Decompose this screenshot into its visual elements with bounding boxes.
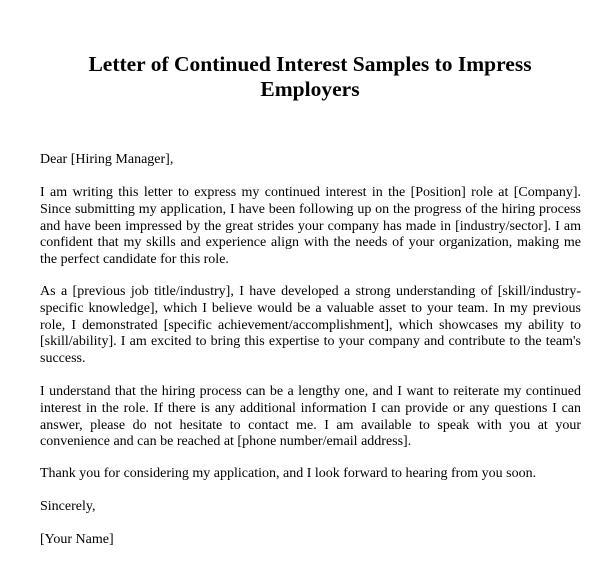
- document-title: Letter of Continued Interest Samples to Impress Employers: [88, 52, 532, 101]
- paragraph-reiterate-interest: I understand that the hiring process can be a lengthy one, and I want to reiterate my continued interest in the role. If there is any additional information I can provide or any questions I can answer, please do not hesitate to contact me. I am available to speak with you at your convenience and can be reached at [phone number/email address].: [40, 384, 581, 450]
- paragraph-thanks: Thank you for considering my application, and I look forward to hearing from you soon.: [40, 466, 537, 481]
- paragraph-experience: As a [previous job title/industry], I have developed a strong understanding of [skill/industry-specific knowledge], which I believe would be a valuable asset to your team. In my previous role, I demonstrated [specific achievement/accomplishment], which showcases my ability to [skill/ability]. I am excited to bring this expertise to your company and contribute to the team's success.: [40, 284, 581, 367]
- closing: Sincerely,: [40, 499, 96, 514]
- paragraph-intro: I am writing this letter to express my continued interest in the [Position] role at [Company]. Since submitting my application, I have been following up on the progress of the hiring process and have been impressed by the great strides your company has made in [industry/sector]. I am confident that my skills and experience align with the needs of your organization, making me the perfect candidate for this role.: [40, 185, 581, 268]
- salutation: Dear [Hiring Manager],: [40, 152, 174, 167]
- signature: [Your Name]: [40, 532, 114, 547]
